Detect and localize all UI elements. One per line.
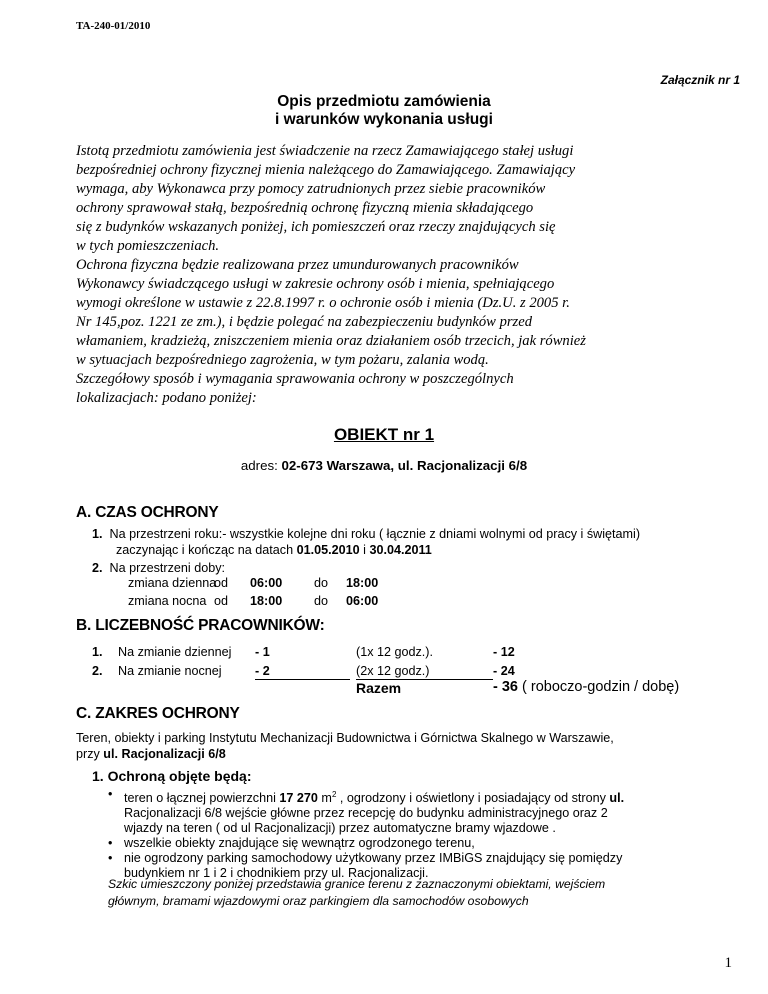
row-detail: (2x 12 godz.) <box>356 664 430 678</box>
intro-line: lokalizacjach: podano poniżej: <box>76 390 257 406</box>
desc-street: ul. Racjonalizacji 6/8 <box>103 747 226 761</box>
sketch-line-2: głównym, bramami wjazdowymi oraz parkingiem dla samochodów osobowych <box>108 894 529 908</box>
section-b-heading: B. LICZEBNOŚĆ PRACOWNIKÓW: <box>76 617 325 634</box>
date-to: 30.04.2011 <box>369 543 432 557</box>
address-label: adres: <box>240 458 282 473</box>
shift-name: zmiana dzienna <box>128 576 217 590</box>
intro-line: Ochrona fizyczna będzie realizowana przez umundurowanych pracowników <box>76 257 519 273</box>
intro-line: Nr 145,poz. 1221 ze zm.), i będzie polegać na zabezpieczeniu budynków przed <box>76 314 532 330</box>
shift-to: 18:00 <box>346 576 379 590</box>
row-label: Na zmianie dziennej <box>118 645 232 659</box>
shift-from: 18:00 <box>250 594 283 608</box>
sum-unit: ( roboczo-godzin / dobę) <box>518 679 680 695</box>
intro-line: bezpośredniej ochrony fizycznej mienia należącego do Zamawiającego. Zamawiający <box>76 162 576 178</box>
object-title: OBIEKT nr 1 <box>333 425 435 444</box>
row-total: - 12 <box>493 645 515 659</box>
bullet-icon: • <box>108 787 113 801</box>
dates-prefix: zaczynając i kończąc na datach <box>116 543 297 557</box>
item-number: 2. <box>92 561 103 575</box>
section-a-heading: A. CZAS OCHRONY <box>76 504 219 521</box>
sum-label: Razem <box>356 680 402 696</box>
area-value: 17 270 <box>279 791 318 806</box>
staff-underline <box>255 679 350 680</box>
item-text: Na przestrzeni doby: <box>109 561 226 575</box>
area-unit: m <box>317 791 332 806</box>
intro-line: wymogi określone w ustawie z 22.8.1997 r. o ochronie osób i mienia (Dz.U. z 2005 r. <box>76 295 570 311</box>
section-c-heading: C. ZAKRES OCHRONY <box>76 705 240 722</box>
title-line-2: i warunków wykonania usługi <box>275 111 493 128</box>
object-address <box>0 458 768 473</box>
document-title <box>0 93 768 129</box>
shift-od: od <box>214 576 229 590</box>
sum-value: - 36 <box>493 679 518 695</box>
bullet-icon: • <box>108 851 113 866</box>
intro-line: się z budynków wskazanych poniżej, ich pomieszczeń oraz rzeczy znajdujących się <box>76 219 556 235</box>
protection-scope-list <box>108 787 728 881</box>
shift-do: do <box>314 576 329 590</box>
bullet-text-cont: , ogrodzony i oświetlony i posiadający od strony <box>336 791 610 806</box>
annex-label: Załącznik nr 1 <box>660 73 740 87</box>
bullet-line-2: budynkiem nr 1 i 2 i chodnikiem przy ul. Racjonalizacji. <box>124 866 429 881</box>
shift-od: od <box>214 594 229 608</box>
row-count: - 1 <box>255 645 270 659</box>
shift-from: 06:00 <box>250 576 283 590</box>
section-a-item-1 <box>92 527 640 542</box>
bullet-ul: ul. <box>609 791 625 806</box>
bullet-icon: • <box>108 836 113 851</box>
dates-and: i <box>359 543 370 557</box>
staff-row-day <box>0 645 768 661</box>
shift-name: zmiana nocna <box>128 594 207 608</box>
row-number: 2. <box>92 664 103 678</box>
intro-line: Szczegółowy sposób i wymagania sprawowania ochrony w poszczególnych <box>76 371 514 387</box>
desc-prefix: przy <box>76 747 104 761</box>
section-a-item-1-dates <box>116 543 432 558</box>
intro-paragraph <box>76 142 736 408</box>
section-c-subheading: 1. Ochroną objęte będą: <box>92 768 252 784</box>
shift-to: 06:00 <box>346 594 379 608</box>
list-item <box>108 836 728 851</box>
intro-line: w sytuacjach bezpośredniego zagrożenia, w tym pożaru, zalania wodą. <box>76 352 489 368</box>
area-unit-exponent: 2 <box>331 790 337 799</box>
address-value: 02-673 Warszawa, ul. Racjonalizacji 6/8 <box>281 458 528 473</box>
row-count: - 2 <box>255 664 270 678</box>
bullet-line-3: wjazdy na teren ( od ul Racjonalizacji) przez automatyczne bramy wjazdowe . <box>124 821 556 836</box>
date-from: 01.05.2010 <box>296 543 360 557</box>
row-detail: (1x 12 godz.). <box>356 645 434 659</box>
intro-line: wymaga, aby Wykonawca przy pomocy zatrudnionych przez siebie pracowników <box>76 181 546 197</box>
intro-line: Wykonawcy świadczącego usługi w zakresie ochrony osób i mienia, spełniającego <box>76 276 555 292</box>
intro-line: ochrony sprawował stałą, bezpośrednią ochronę fizyczną mienia składającego <box>76 200 534 216</box>
desc-line-2 <box>76 746 614 762</box>
staff-row-night <box>0 664 768 680</box>
bullet-text: wszelkie obiekty znajdujące się wewnątrz ogrodzonego terenu, <box>124 836 475 851</box>
sketch-note <box>108 876 605 910</box>
title-line-1: Opis przedmiotu zamówienia <box>277 93 491 110</box>
page-number: 1 <box>724 955 732 971</box>
item-number: 1. <box>92 527 103 541</box>
row-label: Na zmianie nocnej <box>118 664 222 678</box>
shift-do: do <box>314 594 329 608</box>
row-total: - 24 <box>493 664 515 678</box>
sum-row <box>493 679 679 695</box>
sketch-line-1: Szkic umieszczony poniżej przedstawia granice terenu z zaznaczonymi obiektami, wejściem <box>108 877 606 891</box>
list-item <box>108 787 728 836</box>
item-text: Na przestrzeni roku:- wszystkie kolejne dni roku ( łącznie z dniami wolnymi od pracy i świętami) <box>109 527 641 541</box>
section-c-description <box>76 730 614 762</box>
intro-line: Istotą przedmiotu zamówienia jest świadczenie na rzecz Zamawiającego stałej usługi <box>76 143 574 159</box>
bullet-text: nie ogrodzony parking samochodowy użytkowany przez IMBiGS znajdujący się pomiędzy <box>124 851 623 866</box>
bullet-line-2: Racjonalizacji 6/8 wejście główne przez recepcję do budynku administracyjnego oraz 2 <box>124 806 608 821</box>
bullet-text: teren o łącznej powierzchni <box>124 791 280 806</box>
intro-line: w tych pomieszczeniach. <box>76 238 220 254</box>
desc-line-1: Teren, obiekty i parking Instytutu Mechanizacji Budownictwa i Górnictwa Skalnego w Warszawie, <box>76 731 614 745</box>
document-reference: TA-240-01/2010 <box>76 20 151 32</box>
row-number: 1. <box>92 645 103 659</box>
intro-line: włamaniem, kradzieżą, zniszczeniem mienia oraz działaniem osób trzecich, jak również <box>76 333 586 349</box>
section-a-item-2 <box>92 561 225 576</box>
